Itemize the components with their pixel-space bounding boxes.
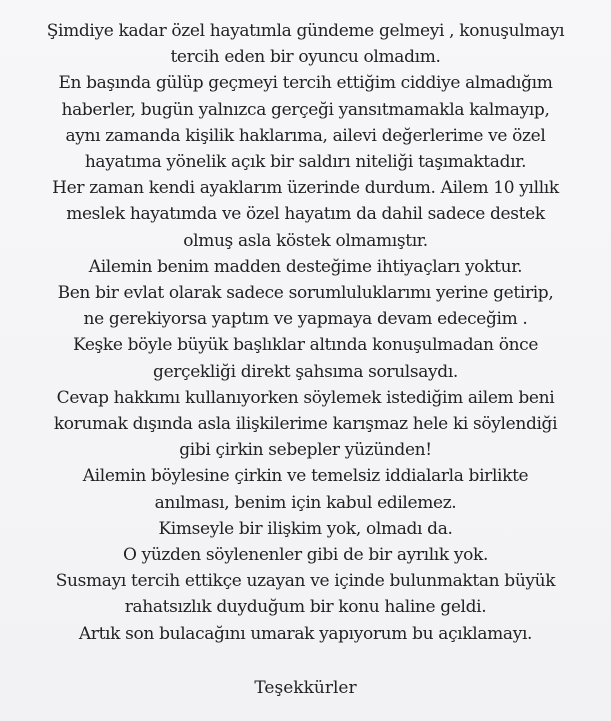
statement-line: En başında gülüp geçmeyi tercih ettiğim ciddiye almadığım [58,73,553,94]
statement-line: O yüzden söylenenler gibi de bir ayrılık yok. [122,545,489,566]
statement-body [0,18,611,647]
statement-line: gibi çirkin sebepler yüzünden! [179,440,432,461]
statement-line: Susmayı tercih ettikçe uzayan ve içinde bulunmaktan büyük [55,571,556,592]
statement-line: gerçekliği direkt şahsıma sorulsaydı. [153,361,458,382]
signoff-text: Teşekkürler [254,678,357,698]
statement-line: Artık son bulacağını umarak yapıyorum bu açıklamayı. [78,623,533,644]
statement-line: Cevap hakkımı kullanıyorken söylemek istediğim ailem beni [56,387,555,408]
statement-line: Şimdiye kadar özel hayatımla gündeme gelmeyi , konuşulmayı [46,21,565,41]
statement-line: ne gerekiyorsa yaptım ve yapmaya devam edeceğim . [83,309,528,330]
statement-line: rahatsızlık duyduğum bir konu haline geldi. [124,597,487,618]
statement-line: korumak dışında asla ilişkilerime karışmaz hele ki söylendiği [53,414,558,435]
statement-line: Kimseyle bir ilişkim yok, olmadı da. [158,518,453,539]
statement-line: haberler, bugün yalnızca gerçeği yansıtmamakla kalmayıp, [61,99,550,120]
statement-line: meslek hayatımda ve özel hayatım da dahil sadece destek [66,204,545,225]
statement-line: Ailemin böylesine çirkin ve temelsiz iddialarla birlikte [82,466,529,487]
statement-line: aynı zamanda kişilik haklarıma, ailevi değerlerime ve özel [65,125,546,146]
statement-line: tercih eden bir oyuncu olmadım. [170,47,441,68]
statement-line: anılması, benim için kabul edilemez. [154,492,457,513]
statement-line: Her zaman kendi ayaklarım üzerinde durdum. Ailem 10 yıllık [52,178,559,199]
statement-line: hayatıma yönelik açık bir saldırı niteliği taşımaktadır. [84,152,527,173]
statement-line: Ailemin benim madden desteğime ihtiyaçları yoktur. [88,256,523,277]
statement-line: Keşke böyle büyük başlıklar altında konuşulmadan önce [72,335,539,356]
statement-line: Ben bir evlat olarak sadece sorumluluklarımı yerine getirip, [57,283,554,304]
statement-line: olmuş asla köstek olmamıştır. [183,230,428,251]
